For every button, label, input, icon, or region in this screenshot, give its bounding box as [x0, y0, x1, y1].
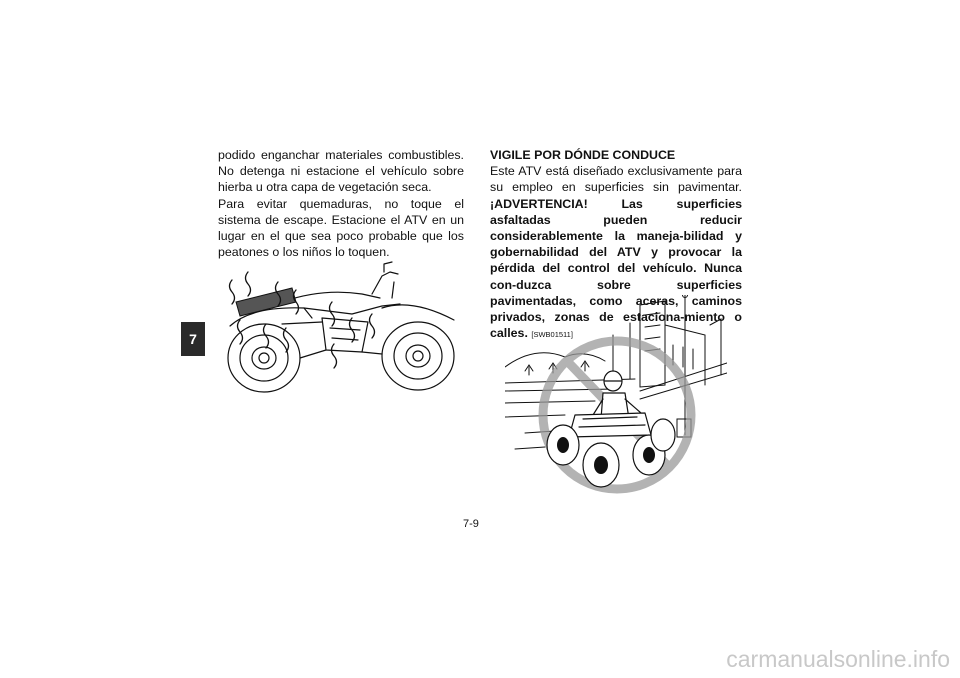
site-watermark: carmanualsonline.info: [726, 646, 950, 672]
paragraph-burn-prevention: Para evitar quemaduras, no toque el sistema de escape. Estacione el ATV en un lugar en el que sea poco probable que los peatones o los niños lo toquen.: [218, 196, 464, 260]
atv-hot-exhaust-illustration: [222, 258, 464, 398]
atv-on-pavement-prohibited-illustration: [505, 295, 727, 500]
page-number: 7-9: [463, 518, 479, 530]
chapter-tab: 7: [181, 322, 205, 356]
warning-text: ¡ADVERTENCIA! Las superficies asfaltadas pueden reducir considerablemente la maneja-bilidad y gobernabilidad del ATV y provocar la pérdida del control del vehículo. Nunca con-duzca sobre superficies pavimentadas, como aceras, caminos privados, zonas de estaciona-miento o calles.: [490, 196, 742, 341]
section-heading: VIGILE POR DÓNDE CONDUCE: [490, 148, 676, 162]
left-column: [218, 147, 464, 260]
paragraph-hot-exhaust-vegetation: podido enganchar materiales combustibles. No detenga ni estacione el vehículo sobre hierba u otra capa de vegetación seca.: [218, 148, 464, 195]
warning-code: [SWB01511]: [531, 330, 573, 340]
intro-text: Este ATV está diseñado exclusivamente para su empleo en superficies sin pavimentar.: [490, 164, 742, 195]
